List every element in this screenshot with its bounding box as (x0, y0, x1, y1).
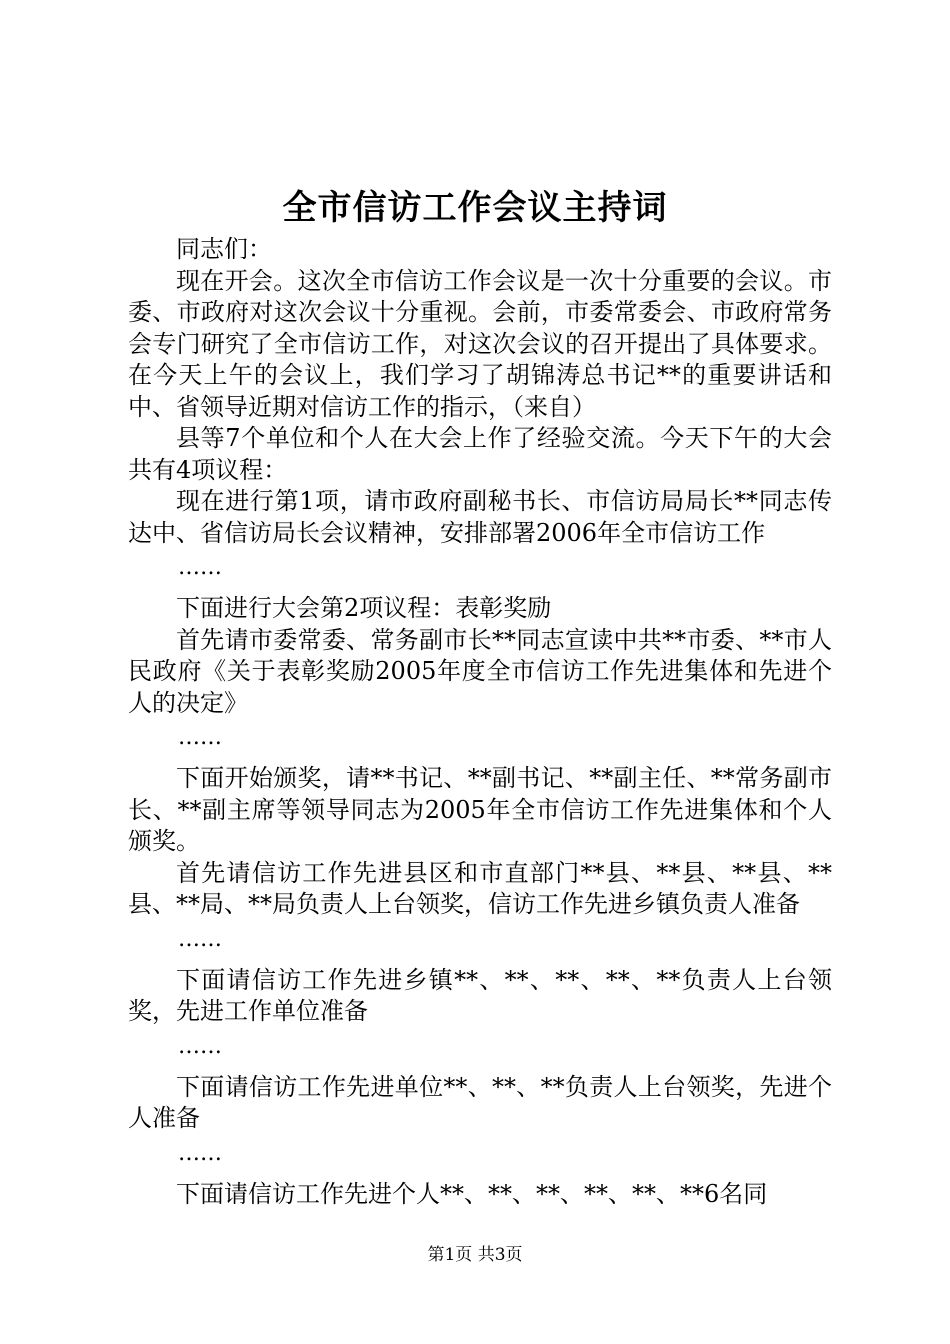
paragraph-awards: 下面开始颁奖，请**书记、**副书记、**副主任、**常务副市长、**副主席等领导同志为2005年全市信访工作先进集体和个人颁奖。 (128, 764, 832, 855)
paragraph-decision: 首先请市委常委、常务副市长**同志宣读中共**市委、**市人民政府《关于表彰奖励2005年度全市信访工作先进集体和先进个人的决定》 (128, 625, 832, 717)
ellipsis: …… (178, 725, 222, 750)
paragraph-agenda: 县等7个单位和个人在大会上作了经验交流。今天下午的大会共有4项议程： (128, 424, 832, 484)
salutation: 同志们： (176, 235, 272, 263)
document-title: 全市信访工作会议主持词 (282, 188, 668, 228)
document-body (128, 234, 832, 1210)
paragraph-opening: 现在开会。这次全市信访工作会议是一次十分重要的会议。市委、市政府对这次会议十分重视。会前，市委常委会、市政府常务会专门研究了全市信访工作，对这次会议的召开提出了具体要求。在今天上午的会议上，我们学习了胡锦涛总书记**的重要讲话和中、省领导近期对信访工作的指示，（来自） (128, 266, 832, 421)
paragraph-townships: 下面请信访工作先进乡镇**、**、**、**、**负责人上台领奖，先进工作单位准备 (128, 965, 832, 1025)
ellipsis: …… (178, 1033, 222, 1059)
paragraph-units: 下面请信访工作先进单位**、**、**负责人上台领奖，先进个人准备 (128, 1072, 832, 1132)
ellipsis: …… (178, 926, 222, 952)
paragraph-item-1: 现在进行第1项，请市政府副秘书长、市信访局局长**同志传达中、省信访局长会议精神，安排部署2006年全市信访工作 (128, 487, 832, 547)
paragraph-counties: 首先请信访工作先进县区和市直部门**县、**县、**县、**县、**局、**局负责人上台领奖，信访工作先进乡镇负责人准备 (128, 858, 832, 918)
paragraph-individuals: 下面请信访工作先进个人**、**、**、**、**、**6名同 (176, 1179, 768, 1208)
ellipsis: …… (178, 1140, 222, 1166)
page-number: 第1页 共3页 (427, 1245, 523, 1265)
paragraph-item-2: 下面进行大会第2项议程：表彰奖励 (176, 594, 552, 622)
ellipsis: …… (178, 555, 222, 580)
